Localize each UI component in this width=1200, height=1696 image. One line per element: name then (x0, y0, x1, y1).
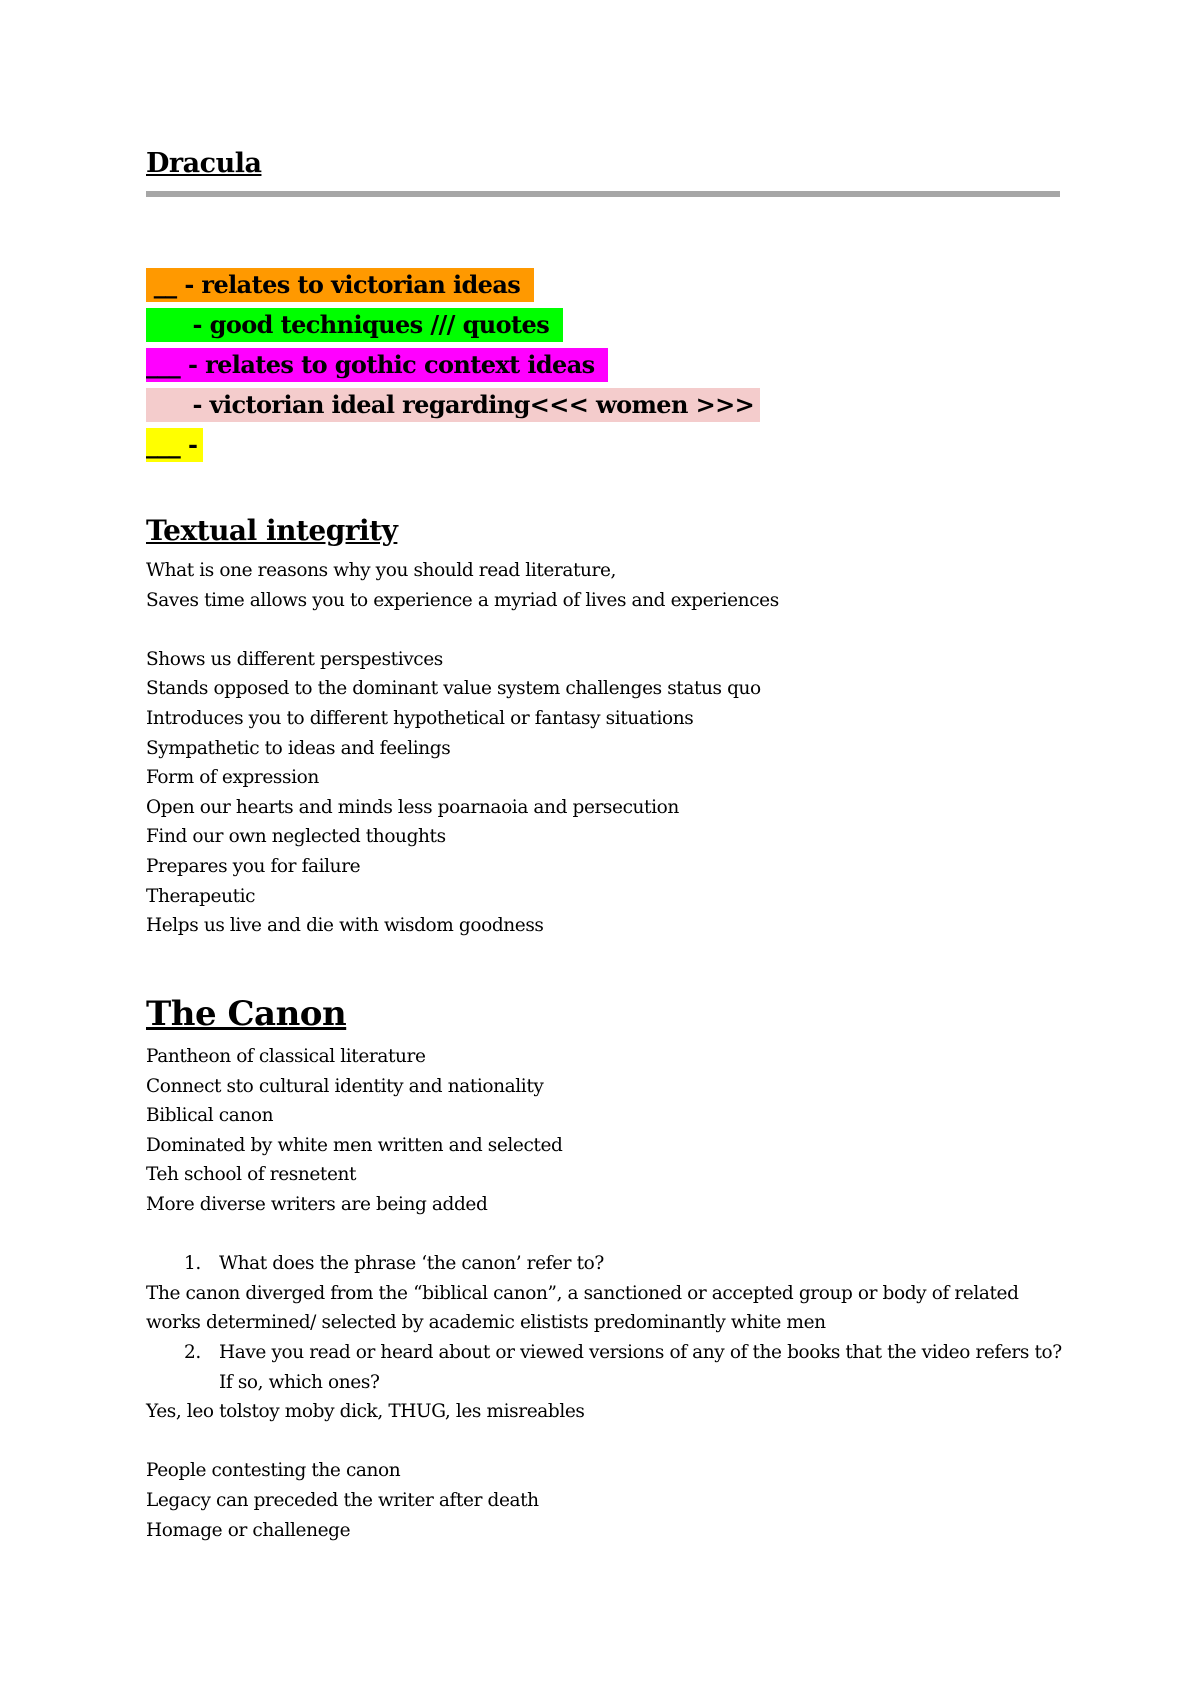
legend-row-techniques (146, 308, 760, 348)
body-line: What is one reasons why you should read literature, (146, 560, 617, 581)
body-line: Pantheon of classical literature (146, 1046, 426, 1067)
body-line: Homage or challenege (146, 1519, 351, 1541)
body-line: Open our hearts and minds less poarnaoia and persecution (146, 796, 679, 818)
blank-line (146, 1220, 1066, 1250)
answer-text: Yes, leo tolstoy moby dick, THUG, les misreables (146, 1401, 585, 1423)
body-line: Helps us live and die with wisdom goodness (146, 915, 544, 937)
color-legend (146, 268, 760, 468)
legend-row-gothic-context (146, 348, 760, 388)
textual-integrity-heading: Textual integrity (146, 514, 398, 547)
body-line: Teh school of resnetent (146, 1164, 357, 1186)
textual-integrity-body (146, 556, 1066, 941)
document-title: Dracula (146, 148, 262, 179)
blank-line (146, 1427, 1066, 1457)
body-line: Biblical canon (146, 1105, 274, 1127)
body-line: Stands opposed to the dominant value system challenges status quo (146, 678, 761, 700)
legend-highlight: - victorian ideal regarding<<< women >>> (146, 388, 760, 422)
numbered-question (146, 1338, 1064, 1397)
legend-highlight: ___ - (146, 428, 203, 462)
body-line: Prepares you for failure (146, 855, 361, 877)
question-number: 1. (184, 1253, 201, 1275)
question-text: Have you read or heard about or viewed versions of any of the books that the video refers to? If so, which ones? (219, 1341, 1062, 1393)
body-line: Find our own neglected thoughts (146, 826, 446, 848)
legend-row-victorian-ideas (146, 268, 760, 308)
legend-highlight: - good techniques /// quotes (146, 308, 563, 342)
body-line: Legacy can preceded the writer after death (146, 1489, 539, 1511)
body-line: Sympathetic to ideas and feelings (146, 737, 451, 759)
legend-highlight: __ - relates to victorian ideas (146, 268, 534, 302)
body-line: Form of expression (146, 767, 319, 789)
numbered-question (146, 1249, 1064, 1279)
canon-body (146, 1042, 1066, 1545)
question-number: 2. (184, 1341, 201, 1363)
question-text: What does the phrase ‘the canon’ refer to? (219, 1253, 604, 1275)
body-line: Connect sto cultural identity and nationality (146, 1075, 544, 1097)
body-line: Dominated by white men written and selected (146, 1134, 563, 1156)
legend-row-women-ideal (146, 388, 760, 428)
answer-text: The canon diverged from the “biblical canon”, a sanctioned or accepted group or body of related works determined/ selected by academic elistists predominantly white men (146, 1282, 1019, 1334)
body-line: Introduces you to different hypothetical or fantasy situations (146, 707, 694, 729)
canon-heading: The Canon (146, 994, 347, 1034)
body-line: Therapeutic (146, 885, 256, 907)
body-line: Saves time allows you to experience a myriad of lives and experiences (146, 589, 779, 611)
legend-highlight: ___ - relates to gothic context ideas (146, 348, 608, 382)
legend-row-yellow (146, 428, 760, 468)
blank-line (146, 615, 1066, 645)
body-line: People contesting the canon (146, 1460, 401, 1482)
body-line: More diverse writers are being added (146, 1193, 488, 1215)
body-line: Shows us different perspestivces (146, 648, 443, 670)
title-underline-rule (146, 191, 1060, 197)
